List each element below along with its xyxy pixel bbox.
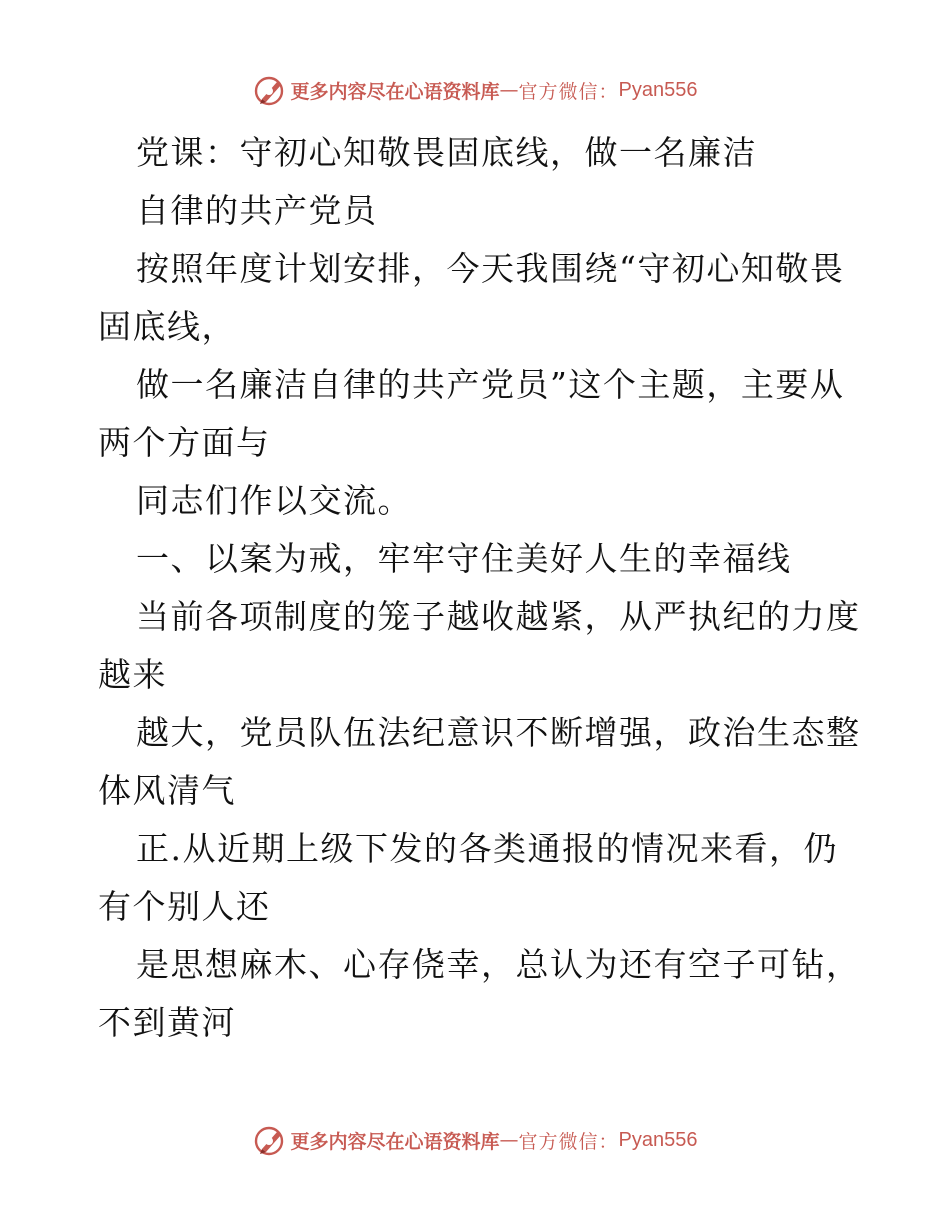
text-line: 越来 (98, 655, 167, 694)
text-line: 正.从近期上级下发的各类通报的情况来看，仍 (136, 829, 838, 868)
text-line: 做一名廉洁自律的共产党员”这个主题，主要从 (136, 365, 845, 404)
text-line: 体风清气 (98, 771, 236, 810)
watermark-separator: — (499, 1129, 519, 1151)
watermark-wechat-id: Pyan556 (618, 1128, 698, 1151)
watermark-brand: 更多内容尽在心语资料库 (290, 1130, 500, 1153)
text-line: 越大，党员队伍法纪意识不断增强，政治生态整 (136, 713, 861, 752)
text-line: 有个别人还 (98, 887, 271, 926)
text-line: 一、以案为戒，牢牢守住美好人生的幸福线 (136, 539, 792, 578)
pen-logo-icon (253, 73, 287, 107)
text-line: 当前各项制度的笼子越收越紧，从严执纪的力度 (136, 597, 861, 636)
text-line: 自律的共产党员 (136, 191, 378, 230)
watermark-brand: 更多内容尽在心语资料库 (290, 80, 500, 103)
pen-logo-icon (253, 1123, 287, 1157)
document-body (98, 124, 861, 1052)
text-line: 不到黄河 (98, 1003, 236, 1042)
text-line: 党课：守初心知敬畏固底线，做一名廉洁 (136, 133, 757, 172)
text-line: 是思想麻木、心存侥幸，总认为还有空子可钻， (136, 945, 861, 984)
watermark-wechat-label: 官方微信： (518, 1130, 619, 1153)
footer-watermark (0, 1120, 950, 1160)
watermark-separator: — (499, 79, 519, 101)
text-line: 两个方面与 (98, 423, 271, 462)
text-line: 按照年度计划安排，今天我围绕“守初心知敬畏 (136, 249, 845, 288)
watermark-wechat-id: Pyan556 (618, 78, 698, 101)
text-line: 同志们作以交流。 (136, 481, 412, 520)
watermark-wechat-label: 官方微信： (518, 80, 619, 103)
header-watermark (0, 70, 950, 110)
text-line: 固底线， (98, 307, 236, 346)
